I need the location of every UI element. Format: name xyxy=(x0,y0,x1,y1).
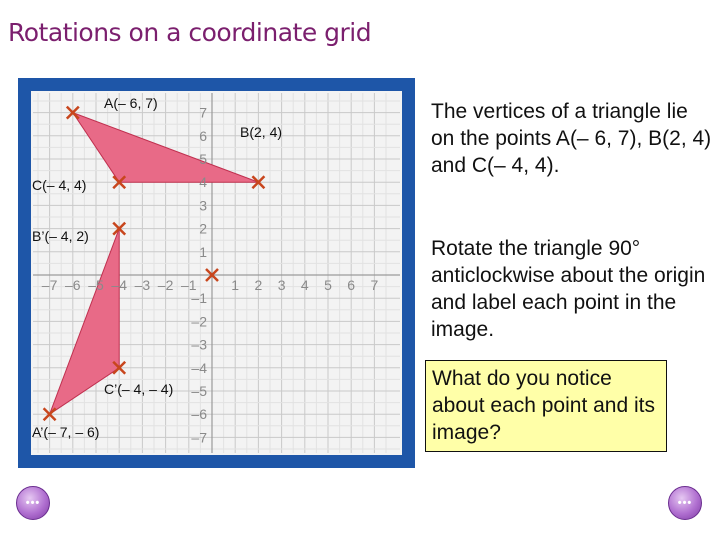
x-tick-label: –2 xyxy=(157,277,174,293)
x-tick-label: 4 xyxy=(300,277,309,293)
next-button[interactable] xyxy=(668,486,702,520)
x-tick-label: –4 xyxy=(111,277,127,293)
point-label-b: B(2, 4) xyxy=(240,124,283,140)
slide-title: Rotations on a coordinate grid xyxy=(8,18,372,47)
notice-box: What do you notice about each point and its image? xyxy=(425,360,667,452)
x-tick-label: 3 xyxy=(277,277,286,293)
y-tick-label: 2 xyxy=(199,220,207,237)
point-label-c-img: C’(– 4, – 4) xyxy=(104,381,174,397)
y-tick-label: –4 xyxy=(191,359,207,376)
y-tick-label: 7 xyxy=(199,104,207,121)
x-tick-label: 2 xyxy=(254,277,263,293)
intro-text: The vertices of a triangle lie on the points A(– 6, 7), B(2, 4) and C(– 4, 4). xyxy=(431,100,712,177)
y-tick-label: –3 xyxy=(191,336,207,353)
task-text: Rotate the triangle 90° anticlockwise about the origin and label each point in the image. xyxy=(431,237,706,341)
point-label-a: A(– 6, 7) xyxy=(104,95,158,111)
x-tick-label: 7 xyxy=(370,277,379,293)
x-tick-label: –6 xyxy=(65,277,81,293)
y-tick-label: 5 xyxy=(199,151,207,167)
y-tick-label: 3 xyxy=(199,197,207,214)
x-tick-label: 6 xyxy=(347,277,356,293)
y-tick-label: –1 xyxy=(191,290,207,307)
x-tick-label: –5 xyxy=(88,277,104,293)
y-tick-label: –5 xyxy=(191,383,207,399)
y-tick-label: –6 xyxy=(191,406,207,423)
x-tick-label: –1 xyxy=(181,277,197,293)
x-tick-label: –7 xyxy=(41,277,58,293)
ellipsis-icon: ••• xyxy=(25,497,41,509)
x-tick-label: 5 xyxy=(324,277,332,293)
y-tick-label: 1 xyxy=(199,243,207,260)
point-label-c: C(– 4, 4) xyxy=(32,177,87,193)
x-tick-label: –3 xyxy=(134,277,151,293)
point-label-b-img: B’(– 4, 2) xyxy=(32,228,89,244)
previous-button[interactable] xyxy=(16,486,50,520)
y-tick-label: –2 xyxy=(191,313,207,330)
ellipsis-icon: ••• xyxy=(677,497,693,509)
gridlines xyxy=(33,93,400,453)
point-label-a-img: A’(– 7, – 6) xyxy=(32,424,100,440)
y-tick-label: –7 xyxy=(191,429,207,446)
y-tick-label: 6 xyxy=(199,127,207,144)
y-tick-label: 4 xyxy=(199,174,207,191)
x-tick-label: 1 xyxy=(231,277,240,293)
